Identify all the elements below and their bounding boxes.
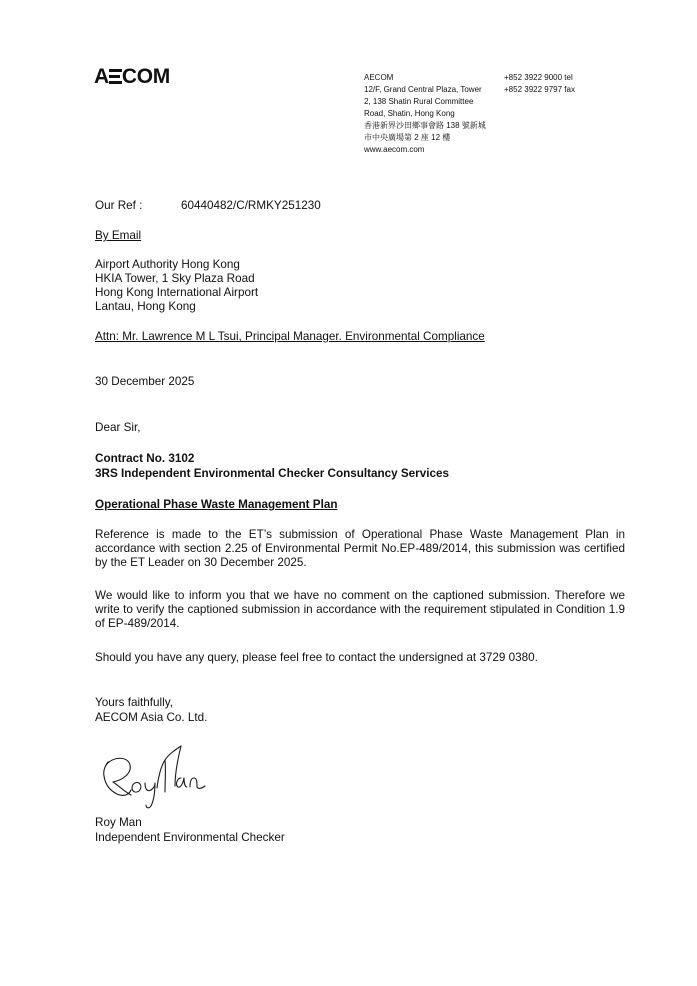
address-line: AECOM bbox=[364, 73, 394, 82]
reference-label: Our Ref : bbox=[95, 199, 143, 212]
address-line: 香港新界沙田鄉事會路 138 號新城 bbox=[364, 121, 486, 130]
contract-number: Contract No. 3102 bbox=[95, 452, 195, 465]
address-line: Road, Shatin, Hong Kong bbox=[364, 109, 455, 118]
signatory-name: Roy Man bbox=[95, 816, 142, 829]
company-name: AECOM Asia Co. Ltd. bbox=[95, 711, 208, 724]
salutation: Dear Sir, bbox=[95, 421, 141, 434]
contract-title: 3RS Independent Environmental Checker Consultancy Services bbox=[95, 467, 449, 480]
recipient-line: HKIA Tower, 1 Sky Plaza Road bbox=[95, 272, 255, 285]
phone-number: +852 3922 9000 tel bbox=[504, 73, 573, 82]
logo-e-glyph bbox=[109, 69, 122, 84]
recipient-address bbox=[95, 258, 258, 314]
recipient-line: Hong Kong International Airport bbox=[95, 286, 259, 299]
letter-date: 30 December 2025 bbox=[95, 375, 195, 388]
address-line: 12/F, Grand Central Plaza, Tower bbox=[364, 85, 482, 94]
company-logo: A COM bbox=[94, 65, 170, 88]
body-paragraph: Should you have any query, please feel free to contact the undersigned at 3729 0380. bbox=[95, 651, 538, 664]
address-line: 市中央廣場第 2 座 12 樓 bbox=[364, 133, 451, 142]
body-paragraph: Reference is made to the ET’s submission of Operational Phase Waste Management Plan in accordance with section 2.25 of Environmental Permit No.EP-489/2014, this submission was certified by the ET Leader on 30 December 2025. bbox=[95, 528, 625, 569]
closing-line: Yours faithfully, bbox=[95, 696, 173, 709]
attention-line: Attn: Mr. Lawrence M L Tsui, Principal Manager. Environmental Compliance bbox=[95, 330, 485, 343]
letterhead-contact bbox=[504, 72, 575, 96]
fax-number: +852 3922 9797 fax bbox=[504, 85, 575, 94]
address-line: 2, 138 Shatin Rural Committee bbox=[364, 97, 474, 106]
delivery-method: By Email bbox=[95, 229, 142, 242]
subject-heading: Operational Phase Waste Management Plan bbox=[95, 498, 338, 511]
recipient-line: Airport Authority Hong Kong bbox=[95, 258, 240, 271]
body-paragraph: We would like to inform you that we have no comment on the captioned submission. Therefore we write to verify the captioned submission in accordance with the requirement stipulated in Condition 1.9 of EP-489/2014. bbox=[95, 589, 625, 630]
letterhead-address bbox=[364, 72, 486, 156]
signatory-title: Independent Environmental Checker bbox=[95, 831, 285, 844]
reference-value: 60440482/C/RMKY251230 bbox=[181, 199, 321, 212]
website-link[interactable]: www.aecom.com bbox=[364, 145, 425, 154]
recipient-line: Lantau, Hong Kong bbox=[95, 300, 196, 313]
handwritten-signature bbox=[95, 740, 220, 810]
